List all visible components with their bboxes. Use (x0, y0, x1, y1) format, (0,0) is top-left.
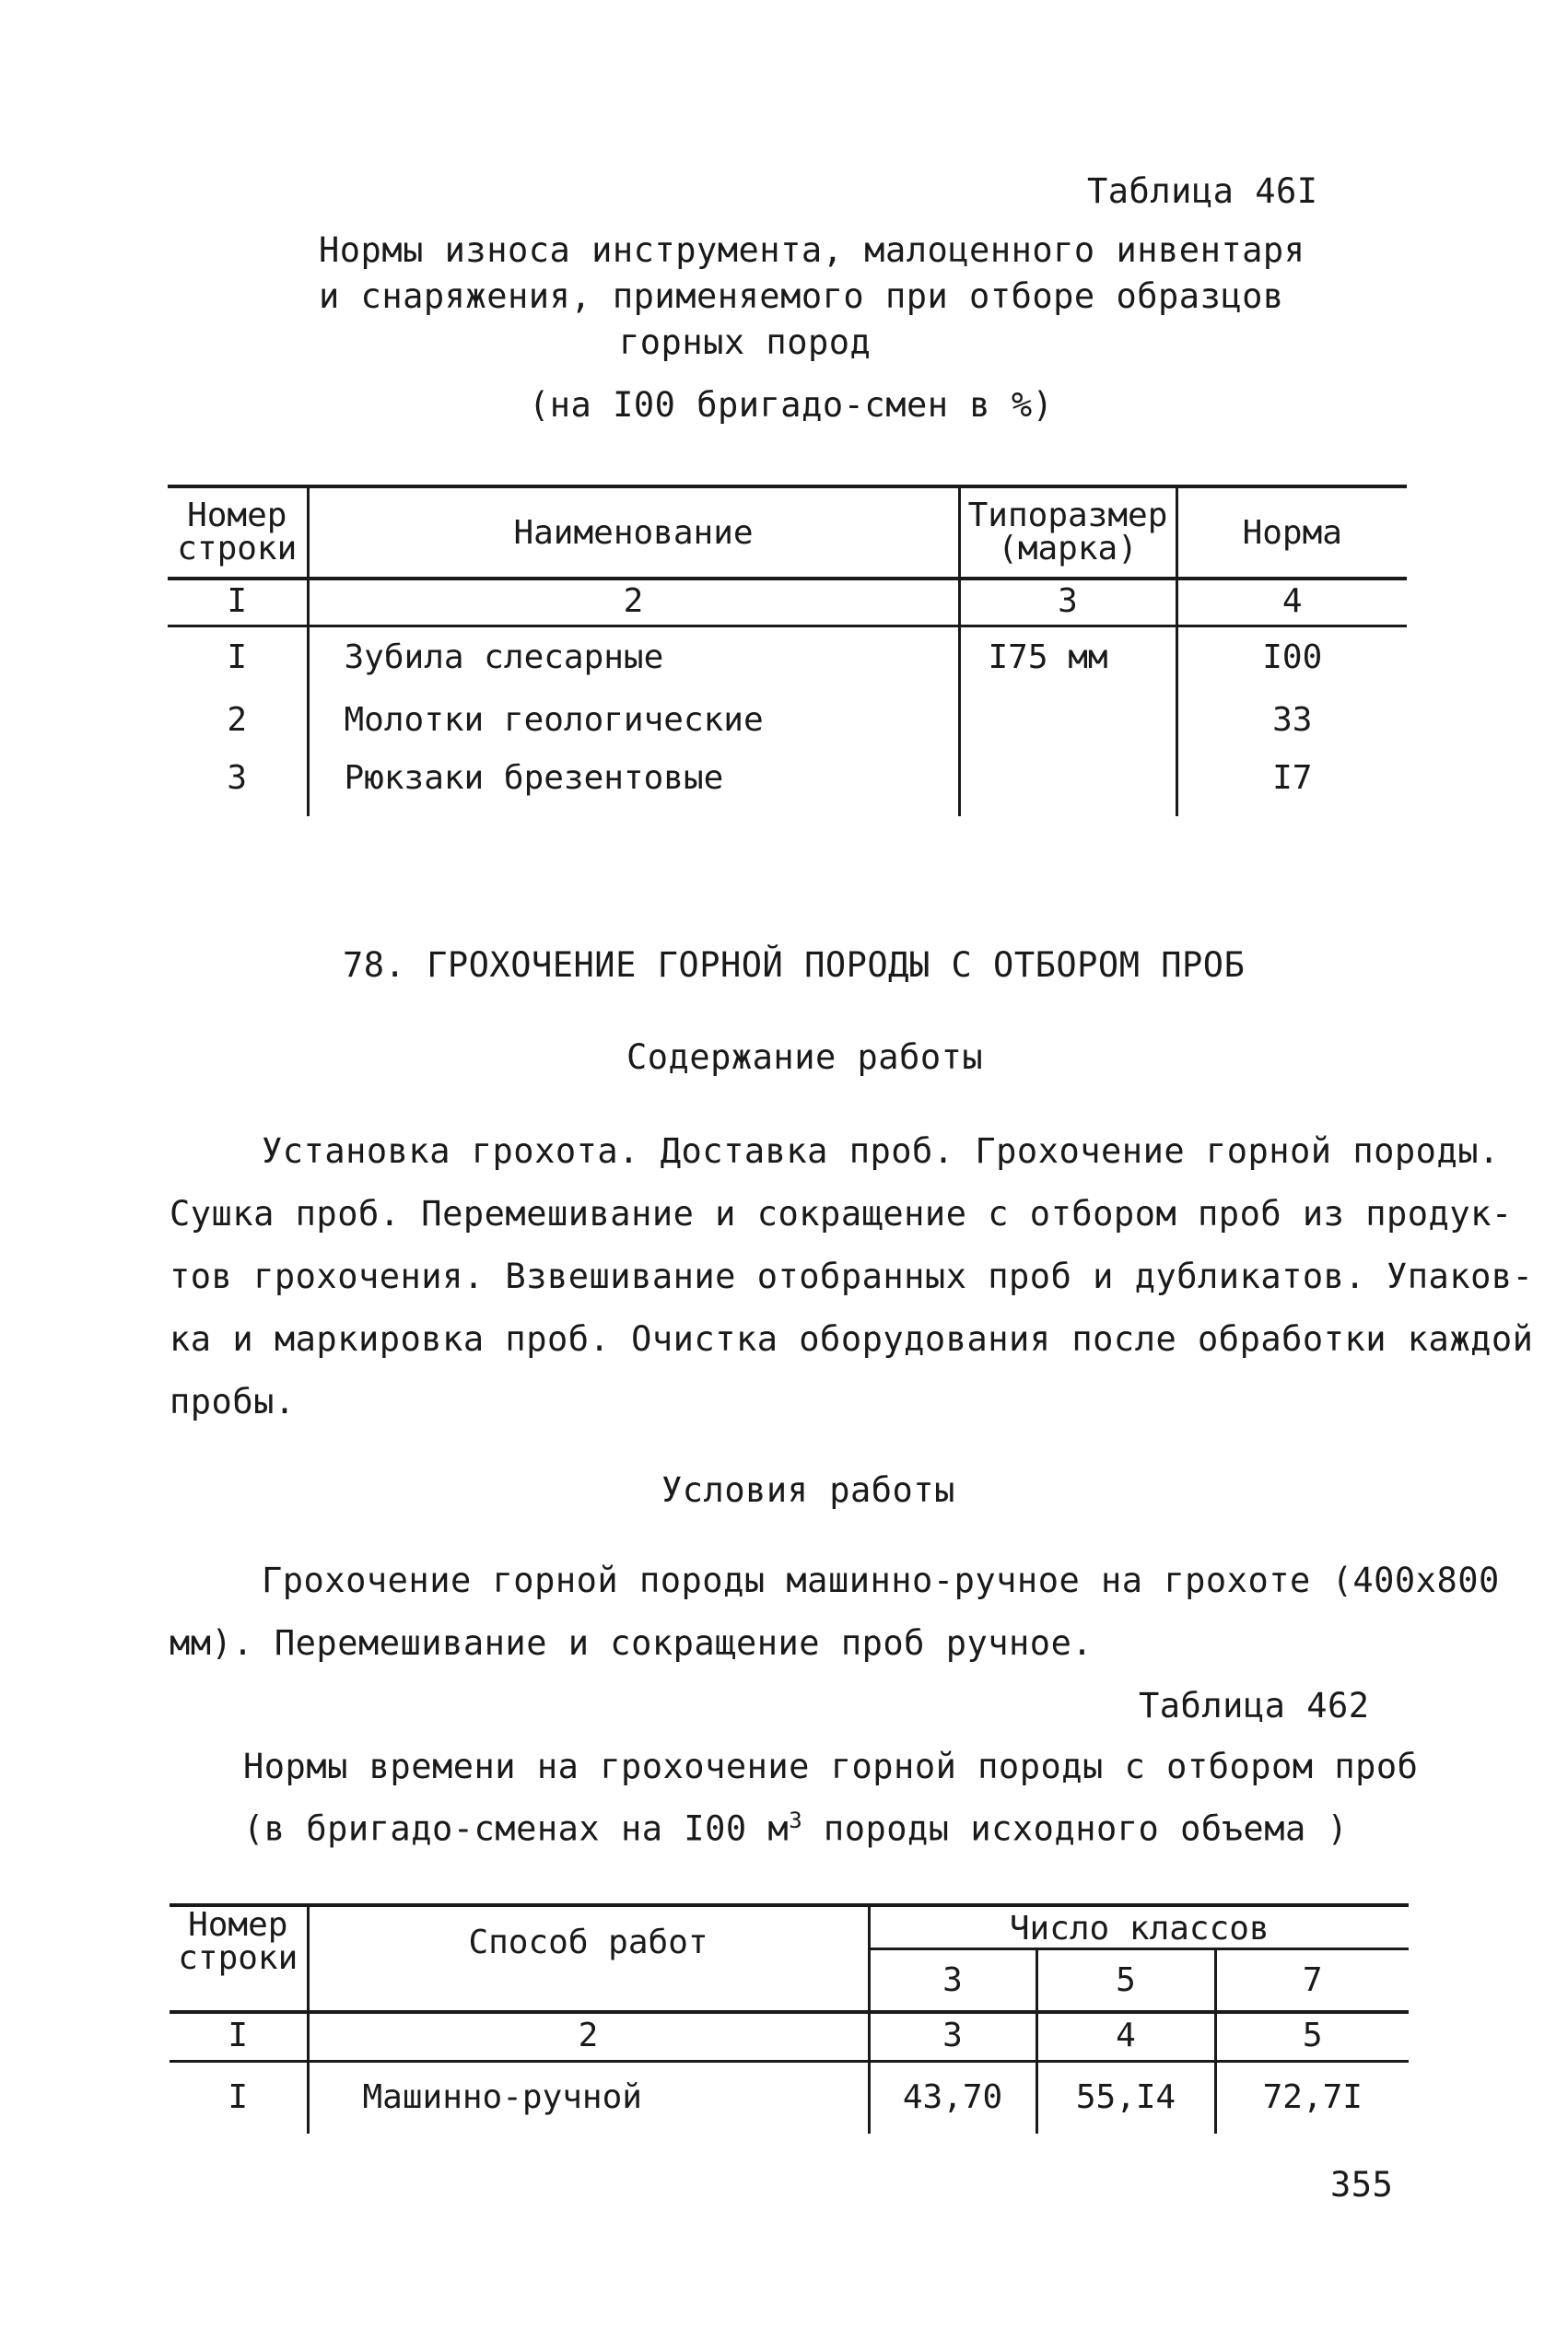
header-norm: Норма (1176, 488, 1407, 577)
header-name: Наименование (308, 488, 959, 577)
conditions-title: Условия работы (661, 1470, 955, 1510)
row-name: Рюкзаки брезентовые (308, 750, 959, 816)
row-number: 2 (227, 700, 248, 739)
subtitle-end: породы исходного объема ) (802, 1808, 1349, 1849)
table-462-header-row-1 (170, 1907, 1409, 1949)
content-title: Содержание работы (626, 1037, 984, 1077)
content-line-3: тов грохочения. Взвешивание отобранных проб и дубликатов. Упаков- (170, 1257, 1534, 1296)
header-class-5: 5 (1036, 1949, 1215, 2010)
table-row (168, 689, 1407, 750)
table-462-subtitle (243, 1807, 1348, 1848)
content-line-4: ка и маркировка проб. Очистка оборудования после обработки каждой (170, 1319, 1534, 1359)
header-row-number-line-1: Номер (187, 497, 287, 534)
table-462-title: Нормы времени на грохочение горной породы с отбором проб (243, 1747, 1419, 1786)
header-class-7: 7 (1215, 1949, 1409, 2010)
colnum-5: 5 (1215, 2010, 1409, 2060)
header-row-number-line-1: Номер (188, 1906, 288, 1944)
table-462 (170, 1907, 1409, 2134)
table-row (170, 2060, 1409, 2134)
table-461-subtitle: (на I00 бригадо-смен в %) (529, 385, 1054, 425)
colnum-3: 3 (869, 2010, 1036, 2060)
header-size-line-1: Типоразмер (967, 497, 1168, 534)
section-heading: 78. ГРОХОЧЕНИЕ ГОРНОЙ ПОРОДЫ С ОТБОРОМ ПРОБ (343, 945, 1246, 985)
row-value-3: 43,70 (869, 2060, 1036, 2134)
row-value-5: 55,I4 (1036, 2060, 1215, 2134)
row-size (959, 750, 1176, 816)
row-norm: 33 (1176, 689, 1407, 750)
colnum-3: 3 (959, 577, 1176, 625)
header-method: Способ работ (308, 1907, 869, 2010)
row-value-7: 72,7I (1215, 2060, 1409, 2134)
table-462-label: Таблица 462 (1139, 1686, 1370, 1726)
header-size-line-2: (марка) (998, 530, 1138, 567)
row-norm: I7 (1176, 750, 1407, 816)
colnum-1: I (228, 2016, 249, 2054)
subtitle-main: (в бригадо-сменах на I00 м (243, 1808, 790, 1849)
table-461-title-line-2: и снаряжения, применяемого при отборе образцов (319, 276, 1284, 316)
table-461-title-line-1: Нормы износа инструмента, малоценного инвентаря (319, 230, 1305, 270)
header-class-3: 3 (869, 1949, 1036, 2010)
row-name: Зубила слесарные (308, 625, 959, 689)
colnum-4: 4 (1176, 577, 1407, 625)
subtitle-superscript: 3 (789, 1807, 803, 1833)
row-number: 3 (227, 759, 248, 797)
table-row (168, 750, 1407, 816)
table-row (168, 625, 1407, 689)
header-row-number-line-2: строки (178, 1939, 298, 1977)
table-461-header-row (168, 488, 1407, 577)
header-row-number-line-2: строки (177, 530, 298, 567)
row-norm: I00 (1176, 625, 1407, 689)
conditions-line-1: Грохочение горной породы машинно-ручное на грохоте (400x800 (262, 1561, 1500, 1600)
row-method: Машинно-ручной (308, 2060, 869, 2134)
content-line-2: Сушка проб. Перемешивание и сокращение с отбором проб из продук- (170, 1194, 1513, 1234)
table-461 (168, 488, 1407, 816)
conditions-line-2: мм). Перемешивание и сокращение проб ручное. (170, 1623, 1094, 1663)
row-size (959, 689, 1176, 750)
table-461-colnum-row (168, 577, 1407, 625)
colnum-2: 2 (308, 2010, 869, 2060)
colnum-1: I (227, 581, 248, 620)
table-461-title-line-3: горных пород (619, 322, 872, 362)
header-classes: Число классов (869, 1907, 1409, 1949)
table-462-colnum-row (170, 2010, 1409, 2060)
colnum-2: 2 (308, 577, 959, 625)
row-name: Молотки геологические (308, 689, 959, 750)
content-line-1: Установка грохота. Доставка проб. Грохочение горной породы. (262, 1131, 1500, 1171)
row-size: I75 мм (959, 625, 1176, 689)
row-number: I (228, 2077, 249, 2116)
content-line-5: пробы. (170, 1382, 296, 1421)
page-number: 355 (1330, 2165, 1394, 2205)
row-number: I (227, 638, 248, 676)
colnum-4: 4 (1036, 2010, 1215, 2060)
table-461-label: Таблица 46I (1087, 171, 1318, 211)
